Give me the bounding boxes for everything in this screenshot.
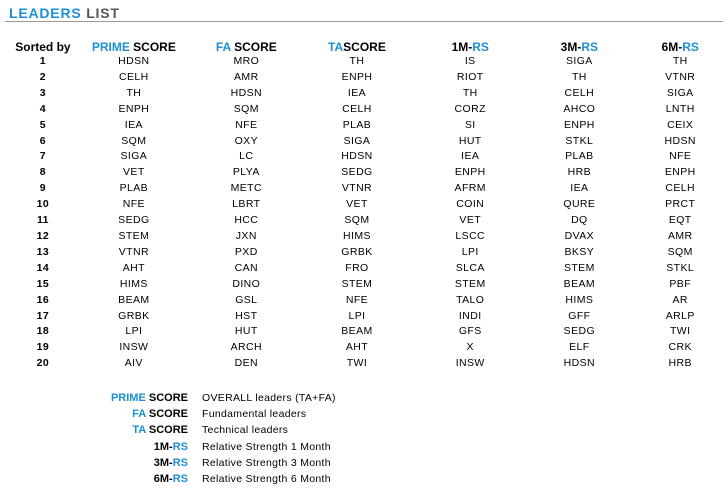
- ticker-cell-3m-rs: ENPH: [563, 118, 595, 131]
- ticker-cell-fa-score: ARCH: [230, 341, 262, 354]
- ticker-cell-3m-rs: HIMS: [565, 293, 594, 306]
- table-row: [12, 102, 727, 118]
- ticker-cell-ta-score: GRBK: [341, 245, 373, 258]
- ticker-cell-prime-score: TH: [126, 86, 142, 99]
- ticker-cell-prime-score: LPI: [125, 325, 143, 338]
- ticker-cell-1m-rs: VET: [459, 214, 482, 227]
- ticker-cell-1m-rs: IS: [464, 55, 476, 67]
- label-accent: RS: [472, 39, 489, 54]
- rank-cell: 6: [39, 134, 47, 147]
- ticker-cell-6m-rs: PRCT: [665, 198, 696, 211]
- ticker-cell-ta-score: BEAM: [341, 325, 373, 338]
- label-plain: 3M-: [153, 456, 173, 469]
- ticker-cell-ta-score: TH: [349, 55, 365, 67]
- rank-cell: 16: [36, 293, 50, 306]
- table-row: [12, 356, 727, 372]
- ticker-cell-ta-score: IEA: [347, 86, 367, 99]
- label-accent: RS: [172, 440, 188, 453]
- ticker-cell-prime-score: SEDG: [118, 214, 150, 227]
- ticker-cell-prime-score: VTNR: [118, 245, 149, 258]
- table-row: [12, 213, 727, 229]
- ticker-cell-fa-score: AMR: [234, 70, 259, 83]
- label-rest: SCORE: [343, 39, 386, 54]
- ticker-cell-6m-rs: SIGA: [666, 86, 694, 99]
- legend-item: [80, 455, 336, 471]
- rank-cell: 10: [36, 198, 50, 211]
- ticker-cell-fa-score: HST: [235, 309, 258, 322]
- ticker-cell-6m-rs: PBF: [669, 277, 692, 290]
- ticker-cell-1m-rs: IEA: [461, 150, 480, 163]
- rank-cell: 8: [39, 166, 47, 179]
- ticker-cell-6m-rs: CRK: [668, 341, 692, 354]
- ticker-cell-ta-score: HIMS: [343, 229, 371, 242]
- label-rest: SCORE: [230, 39, 277, 54]
- ticker-cell-ta-score: SQM: [344, 214, 370, 227]
- leaders-table: [12, 39, 727, 372]
- ticker-cell-ta-score: PLAB: [342, 118, 372, 131]
- ticker-cell-ta-score: VTNR: [341, 182, 373, 195]
- ticker-cell-fa-score: HUT: [234, 325, 258, 338]
- label-plain: 3M-: [560, 39, 582, 54]
- legend-key: [80, 439, 202, 455]
- ticker-cell-1m-rs: CORZ: [454, 102, 486, 115]
- ticker-cell-1m-rs: AFRM: [454, 182, 486, 195]
- sorted-by-label: Sorted by: [15, 39, 71, 54]
- ticker-cell-6m-rs: ARLP: [665, 309, 695, 322]
- ticker-cell-fa-score: METC: [230, 182, 262, 195]
- label-accent: FA: [132, 408, 146, 421]
- ticker-cell-prime-score: PLAB: [119, 182, 149, 195]
- ticker-cell-1m-rs: COIN: [456, 198, 485, 211]
- table-row: [12, 340, 727, 356]
- label-accent: RS: [682, 39, 699, 54]
- ticker-cell-fa-score: LC: [239, 150, 254, 163]
- page-title: [9, 5, 120, 21]
- label-accent: TA: [132, 424, 146, 437]
- ticker-cell-6m-rs: HDSN: [664, 134, 696, 147]
- ticker-cell-1m-rs: LPI: [461, 245, 479, 258]
- table-body: [12, 54, 727, 372]
- table-row: [12, 229, 727, 245]
- ticker-cell-fa-score: HDSN: [230, 86, 262, 99]
- ticker-cell-3m-rs: BEAM: [563, 277, 596, 290]
- legend-key: [80, 406, 202, 422]
- table-row: [12, 245, 727, 261]
- table-row: [12, 70, 727, 86]
- label-plain: 6M-: [153, 473, 173, 486]
- ticker-cell-1m-rs: ENPH: [454, 166, 486, 179]
- ticker-cell-prime-score: SIGA: [120, 150, 148, 163]
- ticker-cell-prime-score: GRBK: [118, 309, 150, 322]
- ticker-cell-6m-rs: CEIX: [667, 118, 694, 131]
- ticker-cell-fa-score: NFE: [235, 118, 258, 131]
- ticker-cell-3m-rs: IEA: [570, 182, 589, 195]
- ticker-cell-prime-score: AIV: [124, 357, 143, 370]
- column-header-3m-rs: [525, 39, 633, 54]
- ticker-cell-3m-rs: HRB: [567, 166, 592, 179]
- label-accent: RS: [581, 39, 599, 54]
- label-rest: SCORE: [145, 392, 188, 404]
- rank-cell: 19: [36, 341, 50, 354]
- rank-cell: 11: [36, 214, 49, 227]
- column-header-prime-score: [74, 39, 194, 54]
- ticker-cell-prime-score: NFE: [122, 198, 145, 211]
- table-row: [12, 134, 727, 150]
- ticker-cell-ta-score: ENPH: [341, 70, 373, 83]
- legend-key: [80, 455, 202, 471]
- ticker-cell-ta-score: FRO: [345, 261, 369, 274]
- ticker-cell-6m-rs: TH: [672, 55, 688, 67]
- table-row: [12, 149, 727, 165]
- ticker-cell-ta-score: TWI: [346, 357, 368, 370]
- rank-cell: 17: [36, 309, 50, 322]
- table-row: [12, 54, 727, 70]
- ticker-cell-1m-rs: LSCC: [455, 229, 486, 242]
- legend-key: [80, 471, 202, 487]
- label-accent: PRIME: [91, 39, 130, 54]
- ticker-cell-prime-score: IEA: [124, 118, 143, 131]
- ticker-cell-3m-rs: GFF: [568, 309, 591, 322]
- rank-cell: 9: [39, 182, 47, 195]
- table-row: [12, 293, 727, 309]
- ticker-cell-3m-rs: QURE: [563, 198, 596, 211]
- ticker-cell-3m-rs: STKL: [565, 134, 594, 147]
- rank-cell: 1: [39, 55, 47, 67]
- ticker-cell-1m-rs: GFS: [458, 325, 482, 338]
- table-row: [12, 165, 727, 181]
- ticker-cell-ta-score: AHT: [345, 341, 369, 354]
- ticker-cell-6m-rs: ENPH: [664, 166, 696, 179]
- label-plain: 6M-: [661, 39, 683, 54]
- table-row: [12, 309, 727, 325]
- label-accent: PRIME: [110, 392, 146, 404]
- column-header-ta-score: [299, 39, 415, 54]
- ticker-cell-1m-rs: INDI: [458, 309, 482, 322]
- title-list: LIST: [86, 5, 120, 21]
- title-leaders: LEADERS: [9, 5, 82, 21]
- ticker-cell-6m-rs: LNTH: [665, 102, 695, 115]
- ticker-cell-3m-rs: CELH: [564, 86, 595, 99]
- ticker-cell-3m-rs: STEM: [563, 261, 595, 274]
- rank-cell: 7: [39, 150, 47, 163]
- ticker-cell-1m-rs: X: [466, 341, 474, 354]
- ticker-cell-3m-rs: ELF: [569, 341, 590, 354]
- ticker-cell-ta-score: CELH: [342, 102, 372, 115]
- ticker-cell-1m-rs: TH: [462, 86, 478, 99]
- ticker-cell-3m-rs: AHCO: [563, 102, 596, 115]
- rank-cell: 13: [36, 245, 50, 258]
- ticker-cell-3m-rs: HDSN: [563, 357, 596, 370]
- ticker-cell-3m-rs: TH: [571, 70, 587, 83]
- rank-cell: 20: [36, 357, 50, 370]
- ticker-cell-prime-score: HDSN: [118, 55, 150, 67]
- rank-cell: 12: [36, 229, 50, 242]
- column-header-1m-rs: [415, 39, 525, 54]
- rank-cell: 2: [39, 70, 47, 83]
- ticker-cell-6m-rs: VTNR: [665, 70, 696, 83]
- ticker-cell-6m-rs: AR: [672, 293, 688, 306]
- label-plain: 1M-: [451, 39, 473, 54]
- rank-cell: 18: [36, 325, 50, 338]
- legend-description: Relative Strength 1 Month: [202, 440, 331, 453]
- ticker-cell-1m-rs: INSW: [455, 357, 485, 370]
- table-row: [12, 277, 727, 293]
- ticker-cell-fa-score: PXD: [234, 245, 258, 258]
- legend-description: Fundamental leaders: [202, 408, 307, 421]
- ticker-cell-1m-rs: SI: [464, 118, 476, 131]
- ticker-cell-6m-rs: HRB: [668, 357, 692, 370]
- table-row: [12, 118, 727, 134]
- rank-cell: 3: [39, 86, 47, 99]
- ticker-cell-ta-score: LPI: [348, 309, 366, 322]
- ticker-cell-fa-score: MRO: [233, 55, 260, 67]
- ticker-cell-prime-score: INSW: [119, 341, 149, 354]
- ticker-cell-1m-rs: TALO: [456, 293, 485, 306]
- ticker-cell-6m-rs: AMR: [667, 229, 693, 242]
- rank-cell: 5: [39, 118, 47, 131]
- ticker-cell-6m-rs: STKL: [666, 261, 695, 274]
- ticker-cell-prime-score: ENPH: [118, 102, 150, 115]
- ticker-cell-3m-rs: PLAB: [565, 150, 594, 163]
- legend-key: [80, 390, 202, 406]
- rank-cell: 14: [36, 261, 50, 274]
- title-divider: [5, 21, 723, 22]
- ticker-cell-fa-score: CAN: [234, 261, 258, 274]
- ticker-cell-ta-score: STEM: [341, 277, 373, 290]
- ticker-cell-3m-rs: DQ: [571, 214, 588, 227]
- ticker-cell-3m-rs: SIGA: [566, 55, 593, 67]
- legend-item: [80, 439, 336, 455]
- table-row: [12, 197, 727, 213]
- legend: [80, 390, 336, 487]
- ticker-cell-fa-score: SQM: [233, 102, 259, 115]
- ticker-cell-1m-rs: HUT: [458, 134, 482, 147]
- ticker-cell-6m-rs: EQT: [668, 214, 692, 227]
- ticker-cell-ta-score: SEDG: [341, 166, 373, 179]
- label-accent: RS: [172, 473, 188, 486]
- ticker-cell-6m-rs: NFE: [669, 150, 692, 163]
- legend-description: Relative Strength 3 Month: [202, 456, 331, 469]
- label-rest: SCORE: [129, 39, 176, 54]
- table-row: [12, 86, 727, 102]
- ticker-cell-prime-score: SQM: [121, 134, 147, 147]
- legend-item: [80, 406, 336, 422]
- legend-item: [80, 422, 336, 438]
- rank-cell: 15: [36, 277, 50, 290]
- header-row: [12, 39, 727, 54]
- ticker-cell-prime-score: HIMS: [119, 277, 148, 290]
- table-row: [12, 181, 727, 197]
- ticker-cell-ta-score: VET: [346, 198, 368, 211]
- column-header-6m-rs: [633, 39, 727, 54]
- ticker-cell-3m-rs: SEDG: [563, 325, 596, 338]
- ticker-cell-fa-score: JXN: [235, 229, 257, 242]
- legend-description: OVERALL leaders (TA+FA): [202, 392, 336, 404]
- rank-cell: 4: [39, 102, 47, 115]
- ticker-cell-ta-score: HDSN: [341, 150, 373, 163]
- ticker-cell-1m-rs: SLCA: [455, 261, 485, 274]
- label-accent: RS: [172, 456, 188, 469]
- legend-item: [80, 471, 336, 487]
- label-rest: SCORE: [145, 408, 188, 421]
- legend-item: [80, 390, 336, 406]
- ticker-cell-fa-score: OXY: [234, 134, 258, 147]
- table-row: [12, 261, 727, 277]
- ticker-cell-fa-score: DINO: [232, 277, 261, 290]
- ticker-cell-1m-rs: RIOT: [456, 70, 484, 83]
- ticker-cell-ta-score: SIGA: [343, 134, 371, 147]
- ticker-cell-6m-rs: CELH: [665, 182, 696, 195]
- ticker-cell-prime-score: BEAM: [118, 293, 150, 306]
- legend-description: Technical leaders: [202, 424, 289, 437]
- ticker-cell-fa-score: DEN: [234, 357, 258, 370]
- ticker-cell-6m-rs: TWI: [669, 325, 691, 338]
- ticker-cell-1m-rs: STEM: [454, 277, 486, 290]
- ticker-cell-fa-score: GSL: [235, 293, 258, 306]
- legend-description: Relative Strength 6 Month: [202, 473, 331, 486]
- ticker-cell-6m-rs: SQM: [667, 245, 693, 258]
- ticker-cell-3m-rs: BKSY: [564, 245, 595, 258]
- column-header-fa-score: [194, 39, 299, 54]
- ticker-cell-fa-score: HCC: [234, 214, 259, 227]
- table-row: [12, 324, 727, 340]
- ticker-cell-fa-score: LBRT: [232, 198, 261, 211]
- ticker-cell-prime-score: AHT: [122, 261, 145, 274]
- ticker-cell-prime-score: STEM: [118, 229, 150, 242]
- ticker-cell-prime-score: VET: [123, 166, 145, 179]
- legend-key: [80, 422, 202, 438]
- label-accent: TA: [328, 39, 344, 54]
- label-plain: 1M-: [153, 440, 173, 453]
- ticker-cell-3m-rs: DVAX: [564, 229, 595, 242]
- label-rest: SCORE: [145, 424, 188, 437]
- ticker-cell-ta-score: NFE: [345, 293, 369, 306]
- label-accent: FA: [215, 39, 231, 54]
- ticker-cell-prime-score: CELH: [119, 70, 149, 83]
- ticker-cell-fa-score: PLYA: [232, 166, 260, 179]
